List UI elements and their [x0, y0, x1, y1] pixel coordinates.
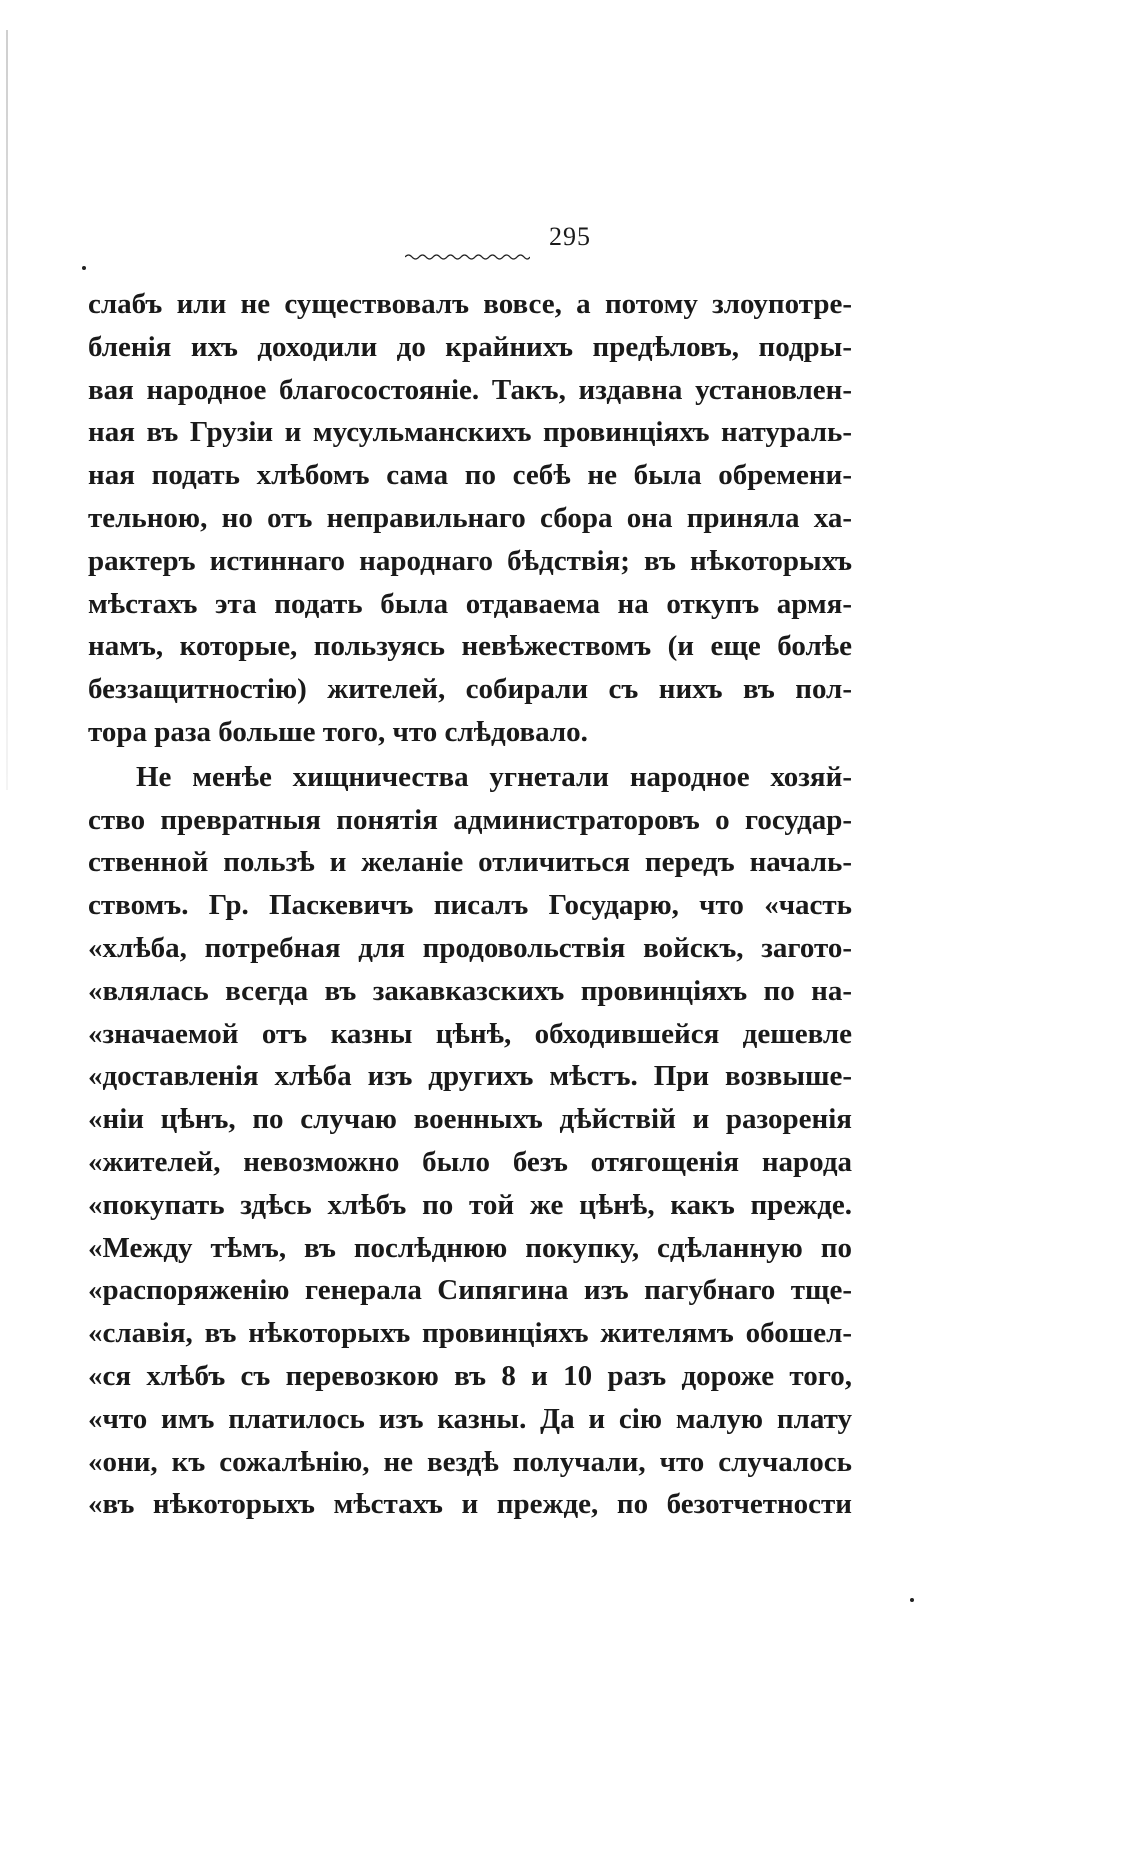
page-number: 295 [549, 222, 591, 251]
text-line: «жителей, невозможно было безъ отягощенія народа [88, 1145, 852, 1178]
text-line: «доставленія хлѣба изъ другихъ мѣстъ. При возвыше- [88, 1060, 852, 1093]
text-line: Не менѣе хищничества угнетали народное хозяй- [136, 760, 852, 793]
text-line: «хлѣба, потребная для продовольствія войскъ, загото- [88, 931, 852, 964]
text-line: ствомъ. Гр. Паскевичъ писалъ Государю, что «часть [88, 889, 852, 922]
page-number-ornament [405, 252, 530, 262]
text-line: вая народное благосостояніе. Такъ, издавна установлен- [88, 373, 852, 406]
text-line: «значаемой отъ казны цѣнѣ, обходившейся дешевле [88, 1017, 852, 1050]
text-line: мѣстахъ эта подать была отдаваема на откупъ армя- [88, 587, 852, 620]
text-line: бленія ихъ доходили до крайнихъ предѣловъ, подры- [88, 330, 852, 363]
text-line: «влялась всегда въ закавказскихъ провинціяхъ по на- [88, 974, 852, 1007]
margin-dot [910, 1598, 914, 1602]
text-line: слабъ или не существовалъ вовсе, а потому злоупотре- [88, 288, 852, 320]
text-line: ная подать хлѣбомъ сама по себѣ не была обремени- [88, 459, 852, 492]
text-line: ственной пользѣ и желаніе отличиться передъ началь- [88, 846, 852, 879]
text-line: «покупать здѣсь хлѣбъ по той же цѣнѣ, какъ прежде. [88, 1188, 852, 1221]
text-line: тельною, но отъ неправильнаго сбора она приняла ха- [88, 501, 852, 534]
text-line: ная въ Грузіи и мусульманскихъ провинціяхъ натураль- [88, 416, 852, 449]
text-line: беззащитностію) жителей, собирали съ нихъ въ пол- [88, 673, 852, 706]
body-text [88, 283, 852, 1526]
text-line: рактеръ истиннаго народнаго бѣдствія; въ нѣкоторыхъ [88, 544, 852, 577]
text-line: «они, къ сожалѣнію, не вездѣ получали, что случалось [88, 1445, 852, 1478]
text-line: тора раза больше того, что слѣдовало. [88, 715, 588, 748]
text-line: ство превратныя понятія администраторовъ о государ- [88, 803, 852, 836]
text-line: «ся хлѣбъ съ перевозкою въ 8 и 10 разъ дороже того, [88, 1359, 852, 1392]
text-line: «въ нѣкоторыхъ мѣстахъ и прежде, по безотчетности [88, 1488, 852, 1521]
text-line: «Между тѣмъ, въ послѣднюю покупку, сдѣланную по [88, 1231, 852, 1264]
text-line: «ніи цѣнъ, по случаю военныхъ дѣйствій и разоренія [88, 1103, 852, 1136]
scan-edge-shadow [6, 30, 8, 790]
text-line: «славія, въ нѣкоторыхъ провинціяхъ жителямъ обошел- [88, 1317, 852, 1350]
text-line: «что имъ платилось изъ казны. Да и сію малую плату [88, 1402, 852, 1435]
text-line: «распоряженію генерала Сипягина изъ пагубнаго тще- [88, 1274, 852, 1307]
text-line: намъ, которые, пользуясь невѣжествомъ (и еще болѣе [88, 630, 852, 663]
margin-dot [82, 266, 86, 270]
